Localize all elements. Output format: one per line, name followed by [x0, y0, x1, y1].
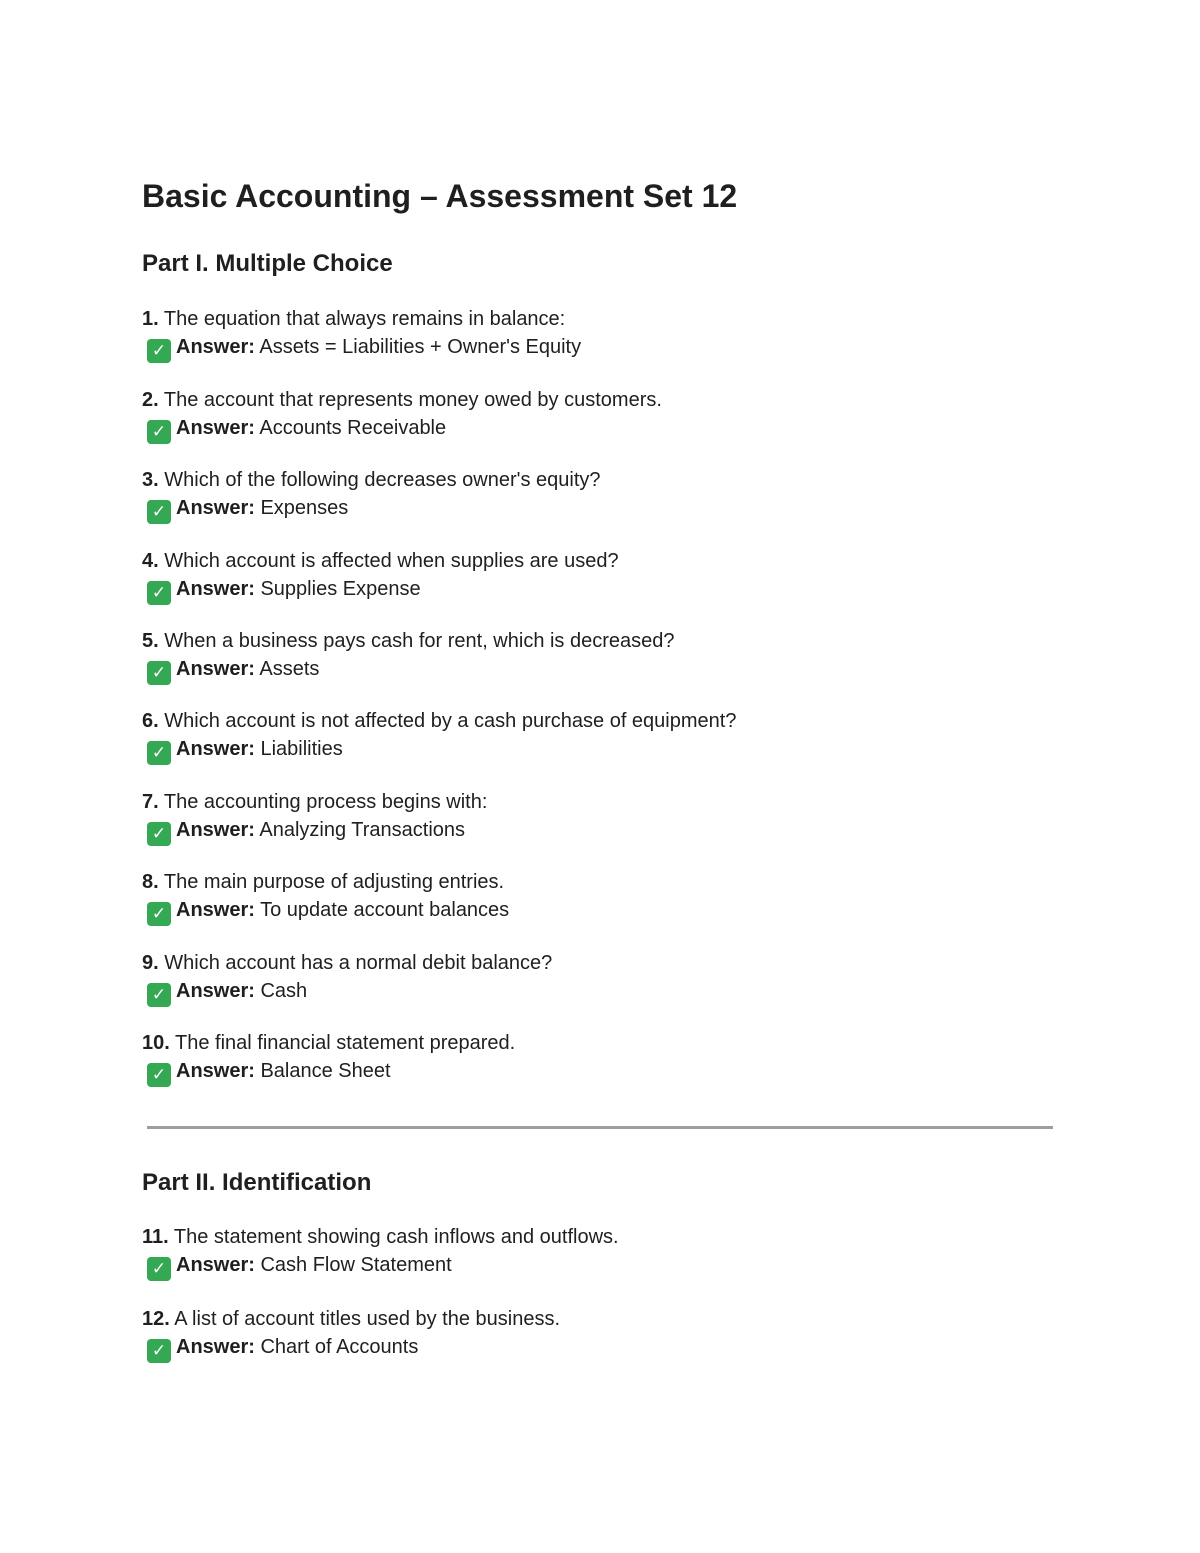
question-10: [142, 1029, 1042, 1085]
question-text: [142, 547, 1042, 575]
check-mark-icon: ✓: [147, 339, 171, 363]
answer-label: Answer:: [176, 980, 255, 1002]
question-5: [142, 627, 1042, 683]
question-1: [142, 305, 1042, 361]
answer-value: Balance Sheet: [260, 1060, 391, 1082]
answer-label: Answer:: [176, 1336, 255, 1358]
section-divider: [147, 1126, 1053, 1129]
check-mark-icon: ✓: [147, 1257, 171, 1281]
question-text: [142, 949, 1042, 977]
question-number: 9.: [142, 952, 159, 974]
answer-label: Answer:: [176, 658, 255, 680]
answer-label: Answer:: [176, 819, 255, 841]
answer-label: Answer:: [176, 417, 255, 439]
answer-label: Answer:: [176, 497, 255, 519]
question-number: 6.: [142, 710, 159, 732]
answer-value: Cash: [260, 980, 308, 1002]
answer-value: Assets: [259, 658, 320, 680]
question-text: [142, 1305, 1042, 1333]
question-12: [142, 1305, 1042, 1361]
answer-value: Chart of Accounts: [260, 1336, 419, 1358]
answer-line: [147, 655, 1042, 683]
question-text: [142, 466, 1042, 494]
question-number: 8.: [142, 871, 159, 893]
answer-value: Liabilities: [260, 738, 343, 760]
question-number: 11.: [142, 1226, 169, 1248]
question-8: [142, 868, 1042, 924]
answer-label: Answer:: [176, 899, 255, 921]
question-prompt: The final financial statement prepared.: [175, 1032, 516, 1054]
check-mark-icon: ✓: [147, 581, 171, 605]
answer-line: [147, 333, 1042, 361]
check-mark-icon: ✓: [147, 983, 171, 1007]
part-2-heading: Part II. Identification: [142, 1169, 372, 1196]
question-2: [142, 386, 1042, 442]
answer-label: Answer:: [176, 1254, 255, 1276]
question-text: [142, 788, 1042, 816]
answer-line: [147, 735, 1042, 763]
question-prompt: Which account has a normal debit balance?: [164, 952, 553, 974]
check-mark-icon: ✓: [147, 420, 171, 444]
question-text: [142, 1029, 1042, 1057]
question-prompt: The statement showing cash inflows and outflows.: [173, 1226, 619, 1248]
question-text: [142, 707, 1042, 735]
question-prompt: When a business pays cash for rent, which is decreased?: [164, 630, 675, 652]
answer-line: [147, 896, 1042, 924]
check-mark-icon: ✓: [147, 1063, 171, 1087]
question-number: 4.: [142, 550, 159, 572]
answer-line: [147, 1251, 1042, 1279]
question-number: 2.: [142, 389, 159, 411]
question-text: [142, 305, 1042, 333]
answer-line: [147, 414, 1042, 442]
answer-value: Assets = Liabilities + Owner's Equity: [259, 336, 582, 358]
check-mark-icon: ✓: [147, 902, 171, 926]
answer-value: Expenses: [260, 497, 349, 519]
question-prompt: Which account is affected when supplies are used?: [164, 550, 619, 572]
question-number: 12.: [142, 1308, 170, 1330]
answer-line: [147, 1057, 1042, 1085]
answer-line: [147, 1333, 1042, 1361]
question-9: [142, 949, 1042, 1005]
question-text: [142, 627, 1042, 655]
question-prompt: The account that represents money owed by customers.: [163, 389, 662, 411]
check-mark-icon: ✓: [147, 741, 171, 765]
question-11: [142, 1223, 1042, 1279]
page-title: Basic Accounting – Assessment Set 12: [142, 178, 738, 214]
answer-label: Answer:: [176, 1060, 255, 1082]
question-number: 1.: [142, 308, 159, 330]
question-prompt: A list of account titles used by the business.: [174, 1308, 561, 1330]
check-mark-icon: ✓: [147, 661, 171, 685]
question-text: [142, 386, 1042, 414]
question-text: [142, 1223, 1042, 1251]
question-number: 10.: [142, 1032, 170, 1054]
check-mark-icon: ✓: [147, 1339, 171, 1363]
answer-line: [147, 816, 1042, 844]
question-number: 5.: [142, 630, 159, 652]
answer-value: Supplies Expense: [260, 578, 421, 600]
question-prompt: Which of the following decreases owner's equity?: [164, 469, 601, 491]
question-7: [142, 788, 1042, 844]
question-number: 3.: [142, 469, 159, 491]
question-prompt: The equation that always remains in balance:: [163, 308, 566, 330]
question-text: [142, 868, 1042, 896]
answer-value: Accounts Receivable: [259, 417, 447, 439]
question-prompt: The main purpose of adjusting entries.: [163, 871, 505, 893]
answer-value: To update account balances: [260, 899, 510, 921]
answer-label: Answer:: [176, 336, 255, 358]
question-3: [142, 466, 1042, 522]
answer-value: Cash Flow Statement: [260, 1254, 452, 1276]
question-6: [142, 707, 1042, 763]
question-prompt: Which account is not affected by a cash purchase of equipment?: [164, 710, 737, 732]
question-4: [142, 547, 1042, 603]
answer-label: Answer:: [176, 738, 255, 760]
answer-value: Analyzing Transactions: [259, 819, 466, 841]
part-1-heading: Part I. Multiple Choice: [142, 250, 393, 277]
answer-line: [147, 575, 1042, 603]
answer-line: [147, 494, 1042, 522]
check-mark-icon: ✓: [147, 500, 171, 524]
check-mark-icon: ✓: [147, 822, 171, 846]
question-prompt: The accounting process begins with:: [163, 791, 488, 813]
question-number: 7.: [142, 791, 159, 813]
answer-label: Answer:: [176, 578, 255, 600]
answer-line: [147, 977, 1042, 1005]
